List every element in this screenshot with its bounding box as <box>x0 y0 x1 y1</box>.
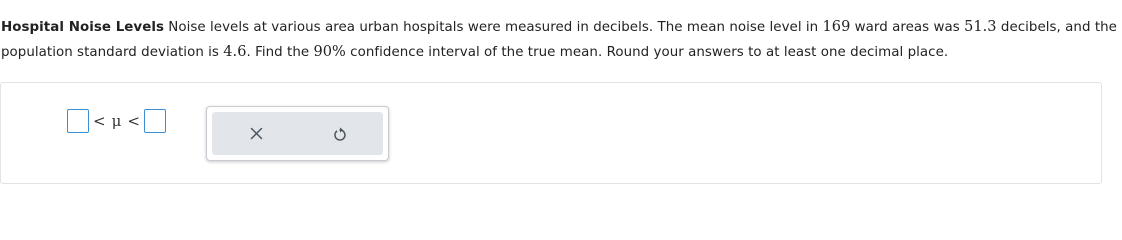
lower-bound-input[interactable] <box>67 109 89 133</box>
sample-mean: 51.3 <box>964 19 997 35</box>
question-text <box>1 15 1119 65</box>
answer-toolbar <box>212 112 383 155</box>
confidence-interval-inequality <box>67 108 166 134</box>
less-than-symbol: < <box>127 112 140 130</box>
question-title: Hospital Noise Levels <box>1 20 164 35</box>
mu-symbol: μ <box>111 112 122 130</box>
question-text-1: Noise levels at various area urban hospitals were measured in decibels. The mean noise level in <box>164 20 823 35</box>
answer-tools <box>206 106 389 161</box>
standard-deviation: 4.6 <box>223 44 247 60</box>
question-text-2: ward areas was <box>850 20 965 35</box>
question-text-3: decibels, and the population standard deviation is <box>1 20 1117 60</box>
answer-panel <box>0 82 1102 184</box>
clear-button[interactable] <box>226 112 286 155</box>
less-than-symbol: < <box>93 112 106 130</box>
question-text-4: . Find the <box>246 45 314 60</box>
upper-bound-input[interactable] <box>144 109 166 133</box>
confidence-level: 90% <box>313 44 346 60</box>
x-icon <box>250 127 263 140</box>
question-text-5: confidence interval of the true mean. Round your answers to at least one decimal place. <box>345 45 949 60</box>
sample-size: 169 <box>822 19 851 35</box>
reset-button[interactable] <box>310 112 370 155</box>
undo-icon <box>333 126 347 141</box>
